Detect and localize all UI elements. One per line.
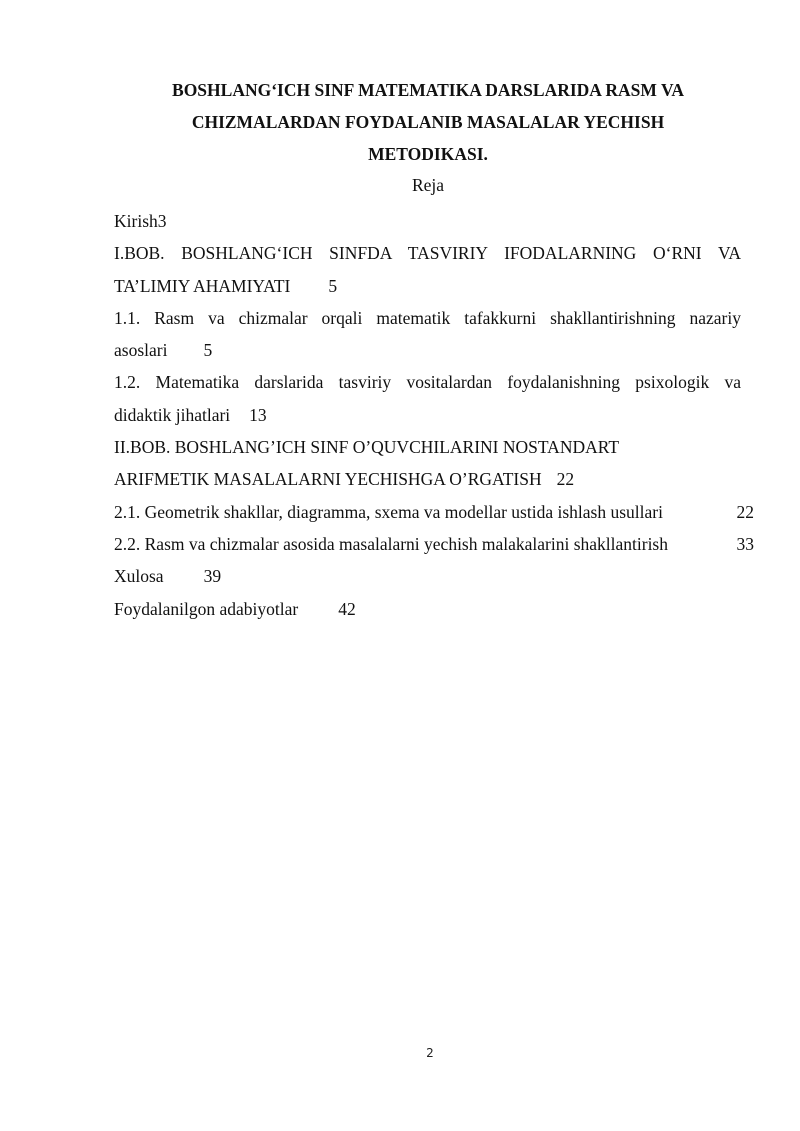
toc-entry-label-continued: asoslari: [114, 340, 168, 361]
toc-entry-page: 39: [203, 566, 222, 587]
toc-entry-line: [114, 463, 754, 495]
toc-entry-page: 13: [249, 404, 267, 425]
toc-entry-line: [114, 399, 754, 431]
toc-entry-label: I.BOB. BOSHLANG‘ICH SINFDA TASVIRIY IFODALARNING O‘RNI VA: [114, 243, 741, 264]
toc-entry-line: [114, 270, 754, 302]
toc-entry-2-2: [114, 528, 754, 560]
toc-entry-1-1: [114, 302, 754, 367]
toc-entry-label-continued: ARIFMETIK MASALALARNI YECHISHGA O’RGATISH: [114, 469, 542, 490]
page-number: 2: [426, 1046, 434, 1060]
toc-entry-page: 5: [203, 340, 213, 361]
toc-entry-kirish: [114, 205, 754, 237]
toc-entry-adabiyot: [114, 593, 754, 625]
toc-entry-label: 1.2. Matematika darslarida tasviriy vositalardan foydalanishning psixologik va: [114, 372, 741, 393]
toc-entry-page: 42: [338, 598, 356, 619]
plan-heading: Reja: [411, 175, 445, 195]
toc-entry-page: 3: [157, 211, 167, 231]
toc-entry-bob2: [114, 431, 754, 496]
toc-entry-label: Kirish: [114, 211, 158, 231]
toc-entry-label: Foydalanilgon adabiyotlar: [114, 598, 299, 619]
toc-entry-label-continued: TA’LIMIY AHAMIYATI: [114, 275, 291, 296]
table-of-contents: [114, 205, 754, 625]
toc-entry-page: 22: [556, 469, 575, 490]
toc-entry-2-1: [114, 496, 754, 528]
toc-entry-label-continued: didaktik jihatlari: [114, 404, 231, 425]
title-line-2: CHIZMALARDAN FOYDALANIB MASALALAR YECHISH: [191, 112, 665, 132]
toc-entry-line: [114, 334, 754, 366]
document-title: [110, 74, 746, 170]
toc-entry-1-2: [114, 366, 754, 431]
toc-entry-label: 2.2. Rasm va chizmalar asosida masalalarni yechish malakalarini shakllantirish: [114, 533, 668, 554]
title-line-1: BOSHLANG‘ICH SINF MATEMATIKA DARSLARIDA RASM VA: [172, 80, 684, 100]
toc-entry-page: 22: [736, 501, 754, 522]
toc-entry-page: 33: [736, 533, 754, 554]
toc-entry-xulosa: [114, 560, 754, 592]
toc-entry-label: II.BOB. BOSHLANG’ICH SINF O’QUVCHILARINI NOSTANDART: [114, 437, 620, 458]
toc-entry-label: 1.1. Rasm va chizmalar orqali matematik tafakkurni shakllantirishning nazariy: [114, 307, 741, 328]
toc-entry-page: 5: [328, 275, 338, 296]
toc-entry-label: 2.1. Geometrik shakllar, diagramma, sxema va modellar ustida ishlash usullari: [114, 501, 663, 522]
toc-entry-bob1: [114, 237, 754, 302]
title-line-3: METODIKASI.: [368, 144, 488, 164]
toc-entry-label: Xulosa: [114, 566, 164, 587]
